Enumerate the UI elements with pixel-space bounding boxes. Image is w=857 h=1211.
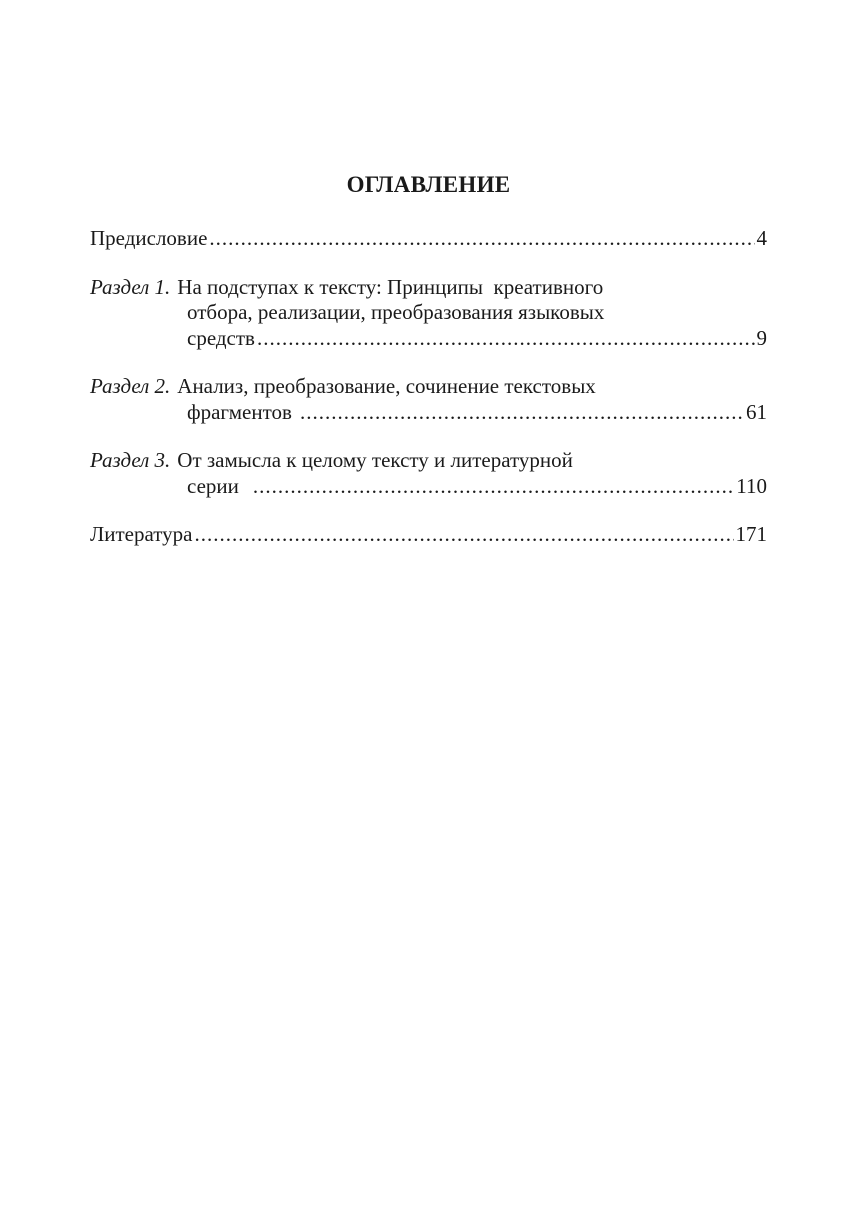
toc-entry-title-line: фрагментов [187, 399, 292, 424]
dot-leader [194, 522, 733, 548]
dot-leader [300, 400, 744, 426]
toc-page-number: 61 [746, 399, 767, 424]
toc-entry-title-line: На подступах к тексту: Принципы креативного [177, 274, 604, 299]
toc-page-number: 9 [756, 325, 767, 350]
section-label: Раздел 1. [90, 274, 171, 299]
toc-page-number: 171 [735, 522, 767, 546]
toc-entry-title: Предисловие [90, 226, 208, 250]
toc-entry-title-line: средств [187, 325, 255, 350]
page-title: ОГЛАВЛЕНИЕ [346, 172, 511, 197]
section-label: Раздел 2. [90, 374, 171, 398]
toc-entry-preface [90, 226, 767, 252]
toc-entry-bibliography [90, 522, 767, 548]
toc-entry-title-line: От замысла к целому тексту и литературной [177, 448, 573, 472]
dot-leader [209, 226, 754, 252]
dot-leader [257, 326, 755, 352]
toc-entry-title-line: отбора, реализации, преобразования языковых [187, 300, 605, 324]
toc-entry-title: Литература [90, 522, 193, 546]
toc-entry-section-1 [90, 275, 767, 352]
toc-entry-section-2 [90, 374, 767, 425]
toc-page-number: 4 [756, 226, 767, 250]
toc-entry-title-line: Анализ, преобразование, сочинение текстовых [177, 374, 596, 398]
toc-entry-title-line: серии [187, 473, 239, 498]
toc-entry-section-3 [90, 448, 767, 499]
toc-page-number: 110 [736, 473, 767, 498]
table-of-contents [90, 226, 767, 571]
section-label: Раздел 3. [90, 448, 171, 472]
dot-leader [253, 474, 734, 500]
